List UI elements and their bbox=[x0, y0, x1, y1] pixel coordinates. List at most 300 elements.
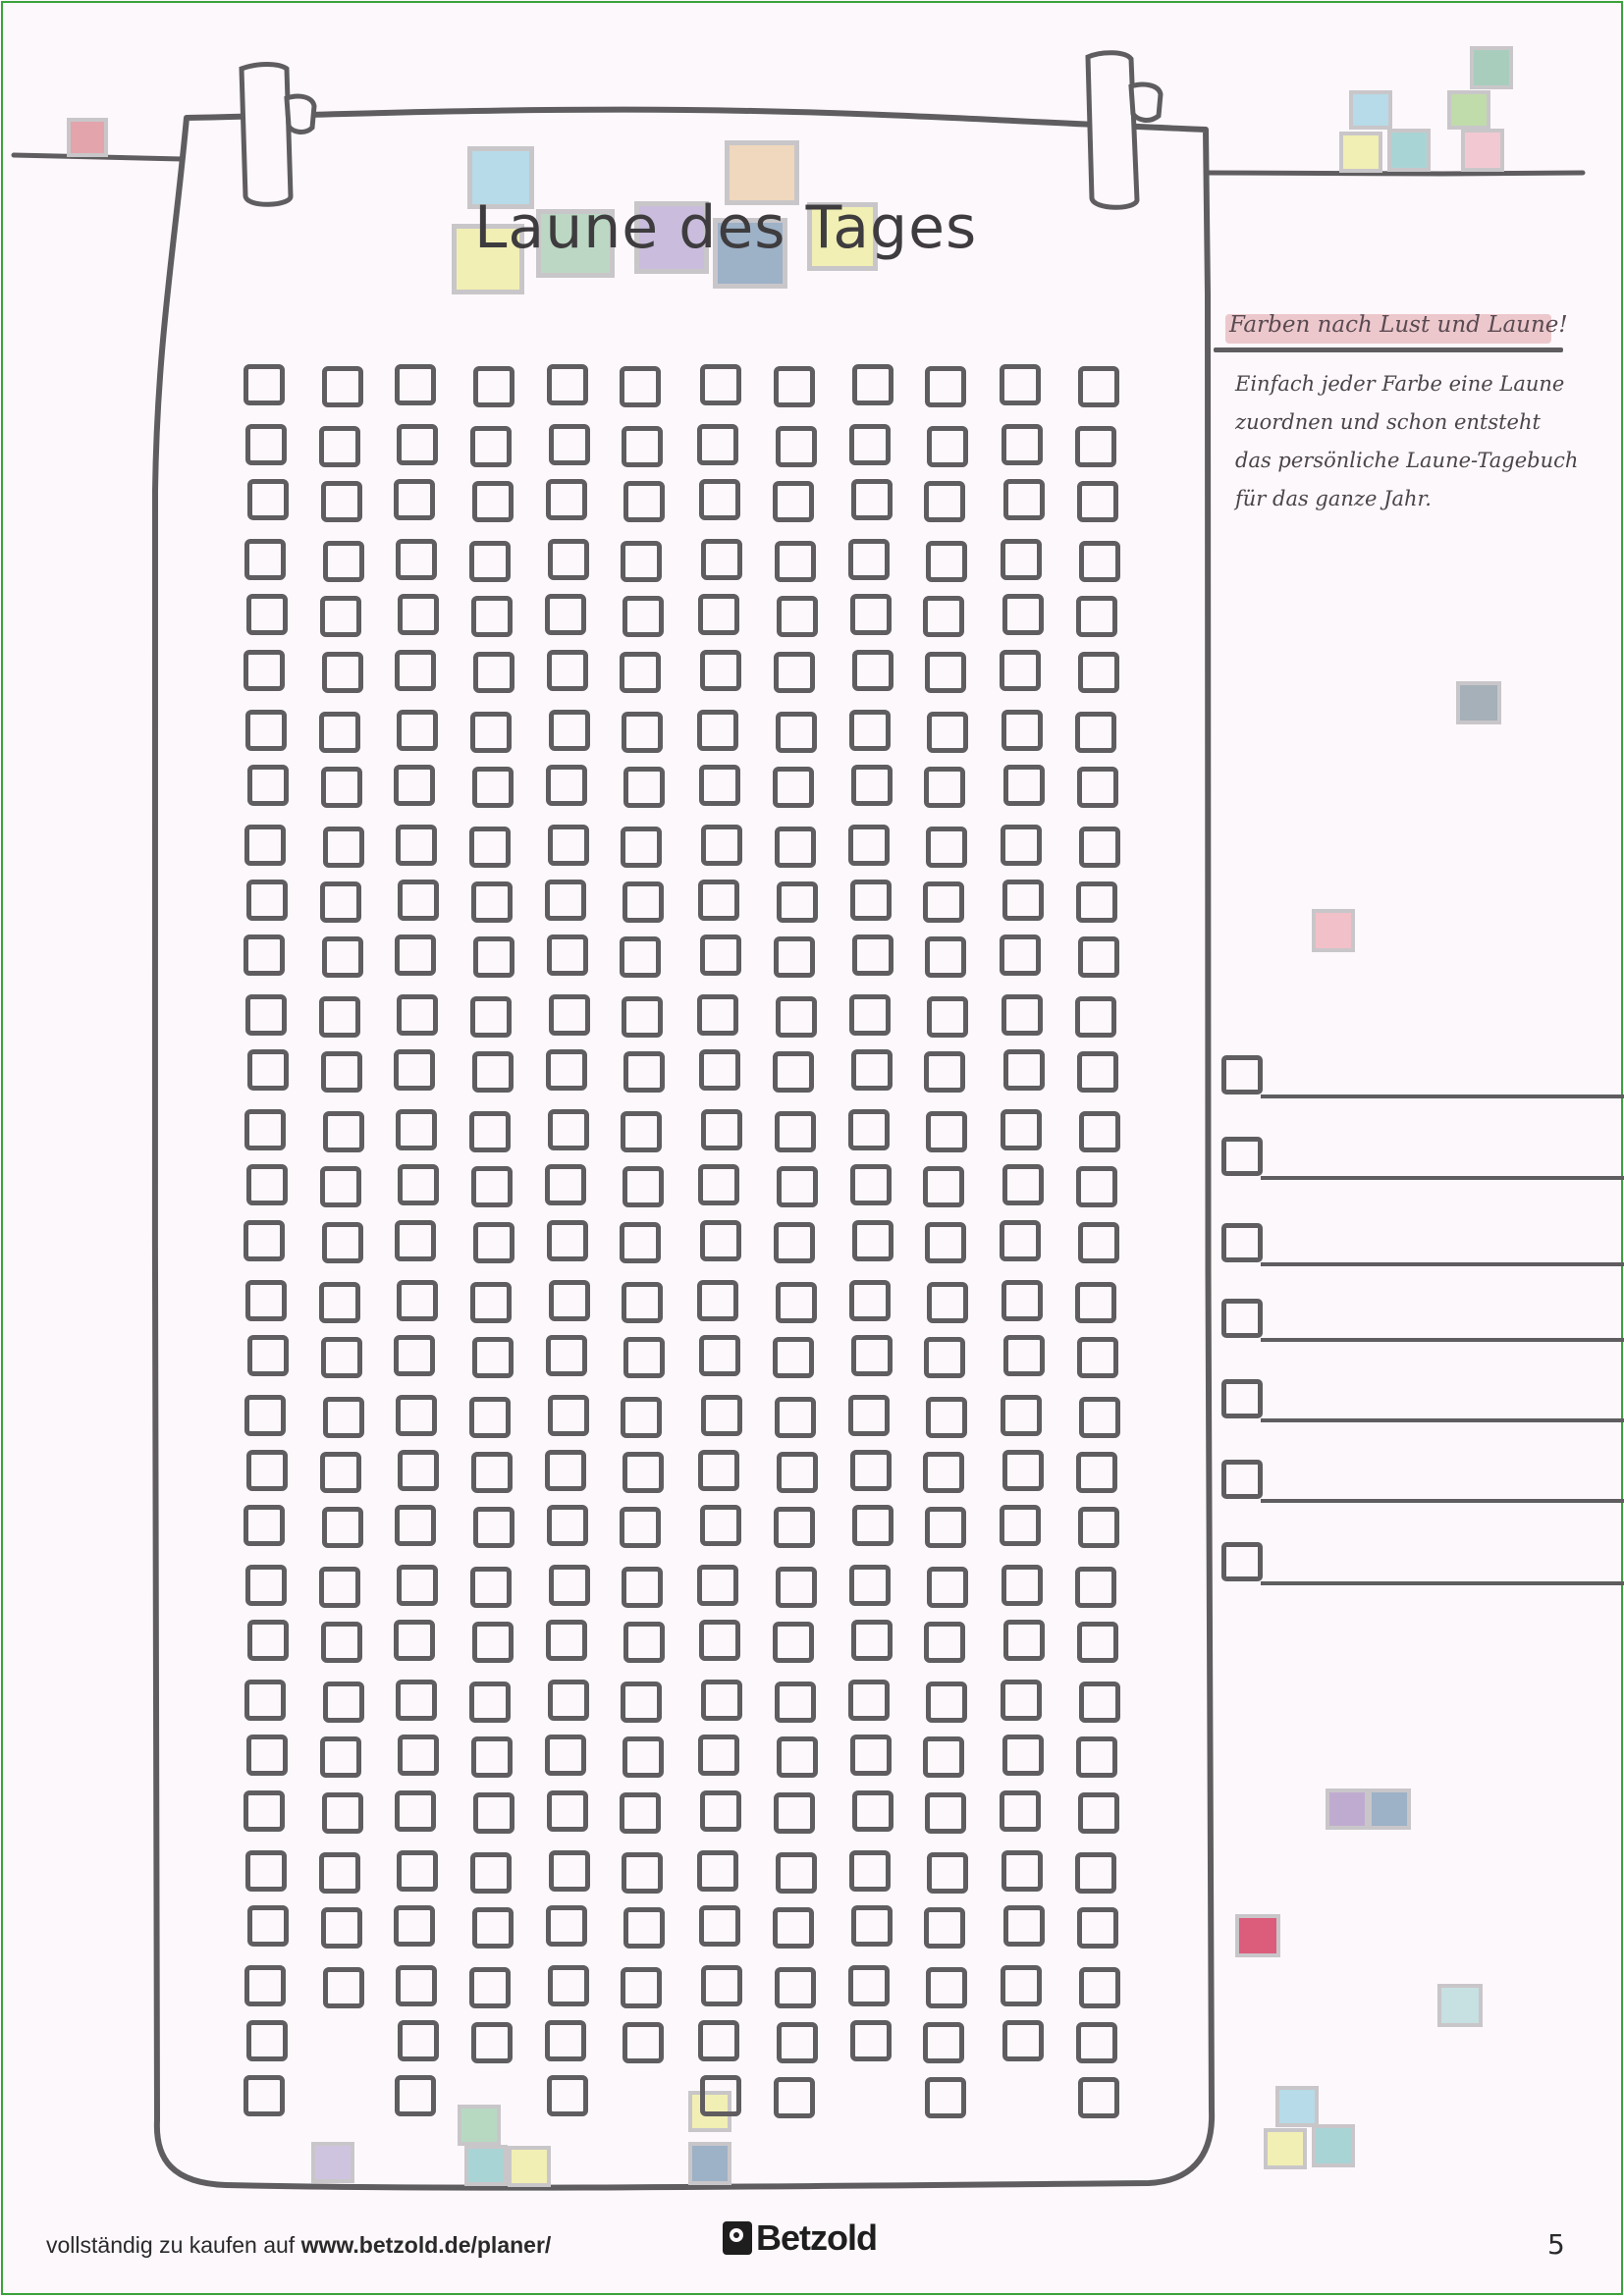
day-cell[interactable] bbox=[245, 1280, 287, 1321]
day-cell[interactable] bbox=[774, 366, 815, 407]
day-cell[interactable] bbox=[319, 426, 360, 467]
day-cell[interactable] bbox=[244, 1220, 285, 1261]
day-cell[interactable] bbox=[545, 1735, 586, 1776]
day-cell[interactable] bbox=[323, 1682, 364, 1723]
day-cell[interactable] bbox=[320, 1452, 361, 1493]
day-cell[interactable] bbox=[321, 1907, 362, 1949]
day-cell[interactable] bbox=[395, 1505, 436, 1546]
legend-label-line[interactable] bbox=[1261, 1581, 1624, 1585]
day-cell[interactable] bbox=[926, 1967, 967, 2008]
footer-url-link[interactable]: www.betzold.de/planer/ bbox=[300, 2232, 552, 2258]
day-cell[interactable] bbox=[247, 1335, 289, 1376]
day-cell[interactable] bbox=[397, 1280, 438, 1321]
legend-label-line[interactable] bbox=[1261, 1262, 1624, 1266]
day-cell[interactable] bbox=[322, 936, 363, 978]
day-cell[interactable] bbox=[469, 541, 511, 582]
day-cell[interactable] bbox=[1075, 1282, 1116, 1323]
day-cell[interactable] bbox=[700, 934, 741, 976]
day-cell[interactable] bbox=[1000, 1220, 1041, 1261]
day-cell[interactable] bbox=[396, 1965, 437, 2006]
day-cell[interactable] bbox=[621, 541, 662, 582]
day-cell[interactable] bbox=[1079, 1397, 1120, 1438]
day-cell[interactable] bbox=[471, 1736, 513, 1778]
day-cell[interactable] bbox=[1079, 1967, 1120, 2008]
day-cell[interactable] bbox=[623, 1051, 665, 1093]
day-cell[interactable] bbox=[547, 364, 588, 405]
day-cell[interactable] bbox=[548, 539, 589, 580]
day-cell[interactable] bbox=[623, 2022, 664, 2063]
day-cell[interactable] bbox=[925, 652, 966, 693]
day-cell[interactable] bbox=[1003, 1049, 1045, 1091]
day-cell[interactable] bbox=[549, 424, 590, 465]
day-cell[interactable] bbox=[776, 996, 817, 1038]
day-cell[interactable] bbox=[246, 1735, 288, 1776]
day-cell[interactable] bbox=[623, 1622, 665, 1663]
day-cell[interactable] bbox=[777, 881, 818, 923]
day-cell[interactable] bbox=[1001, 424, 1043, 465]
day-cell[interactable] bbox=[850, 594, 892, 635]
day-cell[interactable] bbox=[620, 366, 661, 407]
day-cell[interactable] bbox=[322, 1792, 363, 1834]
day-cell[interactable] bbox=[1002, 880, 1044, 921]
day-cell[interactable] bbox=[700, 364, 741, 405]
day-cell[interactable] bbox=[547, 1505, 588, 1546]
day-cell[interactable] bbox=[1076, 2022, 1117, 2063]
day-cell[interactable] bbox=[776, 426, 817, 467]
day-cell[interactable] bbox=[773, 767, 814, 808]
day-cell[interactable] bbox=[1078, 1792, 1119, 1834]
day-cell[interactable] bbox=[472, 1337, 514, 1378]
day-cell[interactable] bbox=[319, 1567, 360, 1608]
day-cell[interactable] bbox=[245, 1850, 287, 1892]
day-cell[interactable] bbox=[697, 710, 738, 751]
day-cell[interactable] bbox=[472, 767, 514, 808]
day-cell[interactable] bbox=[1002, 1735, 1044, 1776]
day-cell[interactable] bbox=[244, 1965, 286, 2006]
day-cell[interactable] bbox=[1001, 1680, 1042, 1721]
day-cell[interactable] bbox=[1075, 1567, 1116, 1608]
day-cell[interactable] bbox=[699, 1905, 740, 1947]
day-cell[interactable] bbox=[697, 424, 738, 465]
day-cell[interactable] bbox=[546, 1905, 587, 1947]
day-cell[interactable] bbox=[1076, 881, 1117, 923]
day-cell[interactable] bbox=[244, 934, 285, 976]
day-cell[interactable] bbox=[394, 1620, 435, 1661]
day-cell[interactable] bbox=[1077, 1051, 1118, 1093]
day-cell[interactable] bbox=[246, 1450, 288, 1491]
day-cell[interactable] bbox=[323, 541, 364, 582]
day-cell[interactable] bbox=[1077, 1622, 1118, 1663]
day-cell[interactable] bbox=[1079, 1682, 1120, 1723]
legend-color-box[interactable] bbox=[1221, 1379, 1263, 1418]
day-cell[interactable] bbox=[700, 2075, 741, 2116]
day-cell[interactable] bbox=[244, 1109, 286, 1150]
day-cell[interactable] bbox=[473, 936, 514, 978]
day-cell[interactable] bbox=[473, 652, 514, 693]
day-cell[interactable] bbox=[848, 1965, 890, 2006]
day-cell[interactable] bbox=[549, 710, 590, 751]
day-cell[interactable] bbox=[1001, 994, 1043, 1036]
day-cell[interactable] bbox=[623, 1166, 664, 1207]
day-cell[interactable] bbox=[700, 1220, 741, 1261]
day-cell[interactable] bbox=[848, 1109, 890, 1150]
day-cell[interactable] bbox=[777, 1166, 818, 1207]
day-cell[interactable] bbox=[395, 1220, 436, 1261]
day-cell[interactable] bbox=[398, 594, 439, 635]
day-cell[interactable] bbox=[1003, 479, 1045, 520]
day-cell[interactable] bbox=[396, 1395, 437, 1436]
day-cell[interactable] bbox=[773, 1051, 814, 1093]
day-cell[interactable] bbox=[321, 1337, 362, 1378]
day-cell[interactable] bbox=[924, 1051, 965, 1093]
day-cell[interactable] bbox=[471, 1452, 513, 1493]
day-cell[interactable] bbox=[244, 1680, 286, 1721]
day-cell[interactable] bbox=[777, 2022, 818, 2063]
day-cell[interactable] bbox=[926, 1111, 967, 1152]
day-cell[interactable] bbox=[850, 1735, 892, 1776]
day-cell[interactable] bbox=[776, 712, 817, 753]
day-cell[interactable] bbox=[246, 880, 288, 921]
day-cell[interactable] bbox=[774, 1222, 815, 1263]
day-cell[interactable] bbox=[621, 827, 662, 868]
day-cell[interactable] bbox=[1077, 1337, 1118, 1378]
day-cell[interactable] bbox=[319, 712, 360, 753]
day-cell[interactable] bbox=[622, 1282, 663, 1323]
day-cell[interactable] bbox=[321, 1622, 362, 1663]
day-cell[interactable] bbox=[622, 712, 663, 753]
legend-label-line[interactable] bbox=[1261, 1418, 1624, 1422]
day-cell[interactable] bbox=[246, 1164, 288, 1205]
day-cell[interactable] bbox=[1003, 1335, 1045, 1376]
day-cell[interactable] bbox=[849, 1565, 891, 1606]
legend-color-box[interactable] bbox=[1221, 1460, 1263, 1499]
day-cell[interactable] bbox=[244, 825, 286, 866]
day-cell[interactable] bbox=[469, 1111, 511, 1152]
legend-color-box[interactable] bbox=[1221, 1055, 1263, 1095]
day-cell[interactable] bbox=[546, 479, 587, 520]
day-cell[interactable] bbox=[773, 1622, 814, 1663]
day-cell[interactable] bbox=[1078, 936, 1119, 978]
day-cell[interactable] bbox=[925, 1222, 966, 1263]
day-cell[interactable] bbox=[545, 2020, 586, 2061]
day-cell[interactable] bbox=[319, 996, 360, 1038]
day-cell[interactable] bbox=[1078, 1222, 1119, 1263]
day-cell[interactable] bbox=[547, 1790, 588, 1832]
day-cell[interactable] bbox=[926, 1397, 967, 1438]
day-cell[interactable] bbox=[548, 1395, 589, 1436]
day-cell[interactable] bbox=[773, 481, 814, 522]
day-cell[interactable] bbox=[851, 765, 893, 806]
day-cell[interactable] bbox=[323, 1967, 364, 2008]
day-cell[interactable] bbox=[1003, 765, 1045, 806]
day-cell[interactable] bbox=[622, 1567, 663, 1608]
day-cell[interactable] bbox=[397, 710, 438, 751]
day-cell[interactable] bbox=[926, 1682, 967, 1723]
day-cell[interactable] bbox=[1003, 1905, 1045, 1947]
day-cell[interactable] bbox=[850, 1450, 892, 1491]
day-cell[interactable] bbox=[923, 1452, 964, 1493]
day-cell[interactable] bbox=[698, 594, 739, 635]
day-cell[interactable] bbox=[776, 1567, 817, 1608]
day-cell[interactable] bbox=[698, 1450, 739, 1491]
day-cell[interactable] bbox=[545, 594, 586, 635]
day-cell[interactable] bbox=[394, 765, 435, 806]
day-cell[interactable] bbox=[1078, 366, 1119, 407]
day-cell[interactable] bbox=[1076, 1452, 1117, 1493]
day-cell[interactable] bbox=[549, 1565, 590, 1606]
day-cell[interactable] bbox=[549, 1280, 590, 1321]
day-cell[interactable] bbox=[548, 825, 589, 866]
day-cell[interactable] bbox=[1001, 710, 1043, 751]
day-cell[interactable] bbox=[776, 1282, 817, 1323]
day-cell[interactable] bbox=[851, 1905, 893, 1947]
day-cell[interactable] bbox=[247, 765, 289, 806]
legend-label-line[interactable] bbox=[1261, 1338, 1624, 1342]
day-cell[interactable] bbox=[774, 1507, 815, 1548]
day-cell[interactable] bbox=[1001, 1565, 1043, 1606]
day-cell[interactable] bbox=[852, 1220, 893, 1261]
day-cell[interactable] bbox=[699, 1620, 740, 1661]
day-cell[interactable] bbox=[397, 1850, 438, 1892]
day-cell[interactable] bbox=[850, 2020, 892, 2061]
day-cell[interactable] bbox=[548, 1109, 589, 1150]
day-cell[interactable] bbox=[925, 1792, 966, 1834]
day-cell[interactable] bbox=[1078, 1507, 1119, 1548]
day-cell[interactable] bbox=[849, 1850, 891, 1892]
day-cell[interactable] bbox=[621, 1111, 662, 1152]
day-cell[interactable] bbox=[701, 825, 742, 866]
day-cell[interactable] bbox=[697, 994, 738, 1036]
day-cell[interactable] bbox=[698, 1735, 739, 1776]
day-cell[interactable] bbox=[622, 426, 663, 467]
legend-color-box[interactable] bbox=[1221, 1299, 1263, 1338]
day-cell[interactable] bbox=[548, 1965, 589, 2006]
day-cell[interactable] bbox=[398, 2020, 439, 2061]
day-cell[interactable] bbox=[698, 880, 739, 921]
day-cell[interactable] bbox=[395, 2075, 436, 2116]
day-cell[interactable] bbox=[396, 825, 437, 866]
day-cell[interactable] bbox=[1000, 650, 1041, 691]
day-cell[interactable] bbox=[247, 1049, 289, 1091]
day-cell[interactable] bbox=[775, 1111, 816, 1152]
day-cell[interactable] bbox=[701, 1395, 742, 1436]
day-cell[interactable] bbox=[620, 936, 661, 978]
day-cell[interactable] bbox=[849, 1280, 891, 1321]
day-cell[interactable] bbox=[848, 1395, 890, 1436]
day-cell[interactable] bbox=[470, 426, 512, 467]
day-cell[interactable] bbox=[395, 1790, 436, 1832]
day-cell[interactable] bbox=[319, 1282, 360, 1323]
day-cell[interactable] bbox=[398, 1164, 439, 1205]
day-cell[interactable] bbox=[469, 1397, 511, 1438]
day-cell[interactable] bbox=[774, 652, 815, 693]
day-cell[interactable] bbox=[698, 2020, 739, 2061]
day-cell[interactable] bbox=[923, 1166, 964, 1207]
day-cell[interactable] bbox=[849, 710, 891, 751]
day-cell[interactable] bbox=[470, 1567, 512, 1608]
day-cell[interactable] bbox=[472, 481, 514, 522]
day-cell[interactable] bbox=[322, 652, 363, 693]
day-cell[interactable] bbox=[1002, 594, 1044, 635]
day-cell[interactable] bbox=[620, 1507, 661, 1548]
day-cell[interactable] bbox=[397, 424, 438, 465]
day-cell[interactable] bbox=[774, 2077, 815, 2118]
day-cell[interactable] bbox=[621, 1397, 662, 1438]
day-cell[interactable] bbox=[1002, 1450, 1044, 1491]
day-cell[interactable] bbox=[1000, 1790, 1041, 1832]
day-cell[interactable] bbox=[471, 1166, 513, 1207]
day-cell[interactable] bbox=[320, 1736, 361, 1778]
day-cell[interactable] bbox=[924, 1622, 965, 1663]
day-cell[interactable] bbox=[470, 712, 512, 753]
day-cell[interactable] bbox=[321, 1051, 362, 1093]
day-cell[interactable] bbox=[924, 1337, 965, 1378]
day-cell[interactable] bbox=[394, 479, 435, 520]
day-cell[interactable] bbox=[547, 2075, 588, 2116]
day-cell[interactable] bbox=[322, 366, 363, 407]
day-cell[interactable] bbox=[323, 827, 364, 868]
day-cell[interactable] bbox=[620, 1792, 661, 1834]
day-cell[interactable] bbox=[320, 1166, 361, 1207]
day-cell[interactable] bbox=[321, 767, 362, 808]
day-cell[interactable] bbox=[244, 364, 285, 405]
day-cell[interactable] bbox=[622, 1852, 663, 1894]
day-cell[interactable] bbox=[848, 1680, 890, 1721]
day-cell[interactable] bbox=[701, 1109, 742, 1150]
day-cell[interactable] bbox=[849, 994, 891, 1036]
day-cell[interactable] bbox=[1079, 827, 1120, 868]
day-cell[interactable] bbox=[775, 1682, 816, 1723]
day-cell[interactable] bbox=[1000, 934, 1041, 976]
day-cell[interactable] bbox=[320, 596, 361, 637]
day-cell[interactable] bbox=[1076, 596, 1117, 637]
day-cell[interactable] bbox=[777, 596, 818, 637]
day-cell[interactable] bbox=[1078, 2077, 1119, 2118]
day-cell[interactable] bbox=[470, 1852, 512, 1894]
day-cell[interactable] bbox=[700, 1505, 741, 1546]
day-cell[interactable] bbox=[319, 1852, 360, 1894]
day-cell[interactable] bbox=[924, 1907, 965, 1949]
day-cell[interactable] bbox=[927, 1567, 968, 1608]
day-cell[interactable] bbox=[1076, 1736, 1117, 1778]
day-cell[interactable] bbox=[927, 1852, 968, 1894]
day-cell[interactable] bbox=[623, 1907, 665, 1949]
day-cell[interactable] bbox=[700, 650, 741, 691]
day-cell[interactable] bbox=[396, 1680, 437, 1721]
day-cell[interactable] bbox=[621, 1967, 662, 2008]
day-cell[interactable] bbox=[1001, 1395, 1042, 1436]
day-cell[interactable] bbox=[244, 1395, 286, 1436]
day-cell[interactable] bbox=[699, 1335, 740, 1376]
day-cell[interactable] bbox=[472, 1907, 514, 1949]
day-cell[interactable] bbox=[397, 994, 438, 1036]
legend-label-line[interactable] bbox=[1261, 1176, 1624, 1180]
day-cell[interactable] bbox=[1002, 1164, 1044, 1205]
day-cell[interactable] bbox=[773, 1337, 814, 1378]
day-cell[interactable] bbox=[776, 1852, 817, 1894]
day-cell[interactable] bbox=[394, 1049, 435, 1091]
day-cell[interactable] bbox=[470, 996, 512, 1038]
day-cell[interactable] bbox=[320, 881, 361, 923]
day-cell[interactable] bbox=[849, 424, 891, 465]
day-cell[interactable] bbox=[547, 650, 588, 691]
day-cell[interactable] bbox=[774, 936, 815, 978]
day-cell[interactable] bbox=[623, 1736, 664, 1778]
day-cell[interactable] bbox=[322, 1222, 363, 1263]
day-cell[interactable] bbox=[848, 539, 890, 580]
day-cell[interactable] bbox=[850, 880, 892, 921]
day-cell[interactable] bbox=[245, 424, 287, 465]
day-cell[interactable] bbox=[1001, 1109, 1042, 1150]
day-cell[interactable] bbox=[701, 1965, 742, 2006]
day-cell[interactable] bbox=[398, 1450, 439, 1491]
day-cell[interactable] bbox=[1001, 1280, 1043, 1321]
day-cell[interactable] bbox=[927, 426, 968, 467]
day-cell[interactable] bbox=[923, 1736, 964, 1778]
day-cell[interactable] bbox=[775, 827, 816, 868]
day-cell[interactable] bbox=[247, 1620, 289, 1661]
day-cell[interactable] bbox=[923, 881, 964, 923]
day-cell[interactable] bbox=[924, 481, 965, 522]
day-cell[interactable] bbox=[775, 1967, 816, 2008]
day-cell[interactable] bbox=[473, 366, 514, 407]
day-cell[interactable] bbox=[773, 1907, 814, 1949]
day-cell[interactable] bbox=[623, 767, 665, 808]
day-cell[interactable] bbox=[545, 880, 586, 921]
day-cell[interactable] bbox=[472, 1051, 514, 1093]
day-cell[interactable] bbox=[471, 881, 513, 923]
day-cell[interactable] bbox=[396, 539, 437, 580]
day-cell[interactable] bbox=[1001, 539, 1042, 580]
legend-label-line[interactable] bbox=[1261, 1499, 1624, 1503]
day-cell[interactable] bbox=[923, 2022, 964, 2063]
day-cell[interactable] bbox=[851, 479, 893, 520]
day-cell[interactable] bbox=[394, 1905, 435, 1947]
day-cell[interactable] bbox=[322, 1507, 363, 1548]
day-cell[interactable] bbox=[927, 996, 968, 1038]
day-cell[interactable] bbox=[549, 994, 590, 1036]
day-cell[interactable] bbox=[924, 767, 965, 808]
day-cell[interactable] bbox=[546, 1335, 587, 1376]
day-cell[interactable] bbox=[244, 1505, 285, 1546]
day-cell[interactable] bbox=[473, 1222, 514, 1263]
day-cell[interactable] bbox=[244, 650, 285, 691]
day-cell[interactable] bbox=[851, 1335, 893, 1376]
day-cell[interactable] bbox=[398, 880, 439, 921]
day-cell[interactable] bbox=[697, 1565, 738, 1606]
day-cell[interactable] bbox=[775, 1397, 816, 1438]
day-cell[interactable] bbox=[244, 1790, 285, 1832]
day-cell[interactable] bbox=[546, 1620, 587, 1661]
day-cell[interactable] bbox=[699, 765, 740, 806]
day-cell[interactable] bbox=[852, 1790, 893, 1832]
day-cell[interactable] bbox=[697, 1850, 738, 1892]
day-cell[interactable] bbox=[850, 1164, 892, 1205]
day-cell[interactable] bbox=[549, 1850, 590, 1892]
day-cell[interactable] bbox=[622, 996, 663, 1038]
day-cell[interactable] bbox=[321, 481, 362, 522]
day-cell[interactable] bbox=[469, 1682, 511, 1723]
day-cell[interactable] bbox=[698, 1164, 739, 1205]
day-cell[interactable] bbox=[470, 1282, 512, 1323]
day-cell[interactable] bbox=[397, 1565, 438, 1606]
day-cell[interactable] bbox=[777, 1452, 818, 1493]
day-cell[interactable] bbox=[777, 1736, 818, 1778]
legend-color-box[interactable] bbox=[1221, 1137, 1263, 1176]
day-cell[interactable] bbox=[247, 1905, 289, 1947]
day-cell[interactable] bbox=[1077, 767, 1118, 808]
day-cell[interactable] bbox=[1075, 1852, 1116, 1894]
